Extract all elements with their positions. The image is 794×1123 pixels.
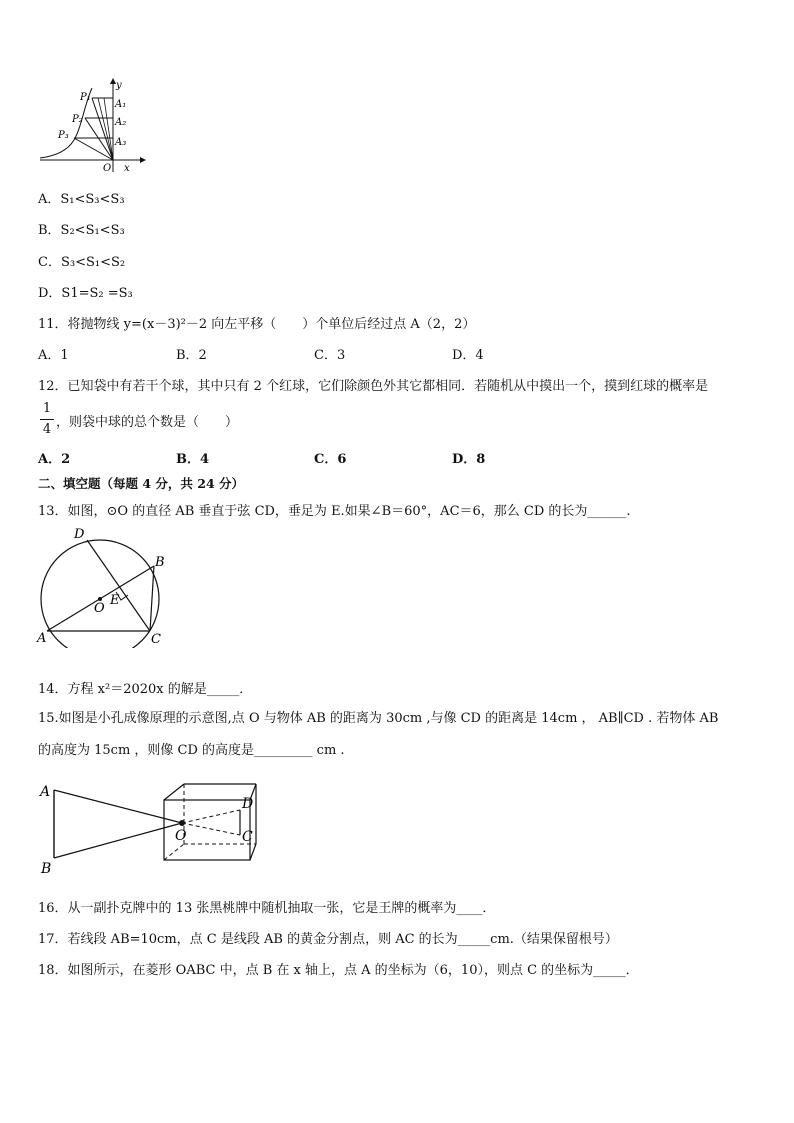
q11-text: 11．将抛物线 y=(x－3)²－2 向左平移（ ）个单位后经过点 A（2，2） [38, 317, 476, 332]
q12-text2: ，则袋中球的总个数是（ ） [56, 415, 239, 430]
q11-option-c: C．3 [314, 348, 346, 363]
q15-line1: 15.如图是小孔成像原理的示意图,点 O 与物体 AB 的距离为 30cm ,与像 CD 的距离是 14cm ， AB∥CD . 若物体 AB [38, 711, 719, 726]
q12-fraction [40, 401, 54, 438]
box-label-b: B [41, 861, 52, 876]
fig-label-a2: A₂ [115, 117, 127, 128]
q12-option-c: C．6 [314, 452, 347, 467]
q14-text: 14．方程 x²＝2020x 的解是_____． [38, 682, 253, 697]
q11-option-a: A．1 [38, 348, 69, 363]
q12-text: 12．已知袋中有若干个球，其中只有 2 个红球，它们除颜色外其它都相同．若随机从中摸出一个，摸到红球的概率是 [38, 379, 709, 394]
fig-label-a3: A₃ [115, 137, 127, 148]
section-title: 二、填空题（每题 4 分，共 24 分） [38, 476, 245, 491]
circle-label-o: O [94, 601, 105, 616]
q10-option-d: D．S1=S₂ =S₃ [38, 286, 133, 301]
q10-option-a: A．S₁<S₃<S₃ [38, 192, 125, 207]
fig-label-p1: P₁ [80, 92, 91, 103]
fig-label-a1: A₁ [115, 99, 127, 110]
q12-option-a: A．2 [38, 452, 71, 467]
q12-option-b: B．4 [176, 452, 210, 467]
circle-label-a: A [37, 631, 47, 646]
box-label-o: O [175, 828, 187, 844]
circle-label-c: C [151, 632, 161, 647]
q16-text: 16．从一副扑克牌中的 13 张黑桃牌中随机抽取一张，它是王牌的概率为____． [38, 901, 496, 916]
q13-text: 13．如图，⊙O 的直径 AB 垂直于弦 CD，垂足为 E.如果∠B＝60°，AC＝6，那么 CD 的长为______. [38, 504, 631, 519]
q10-option-c: C．S₃<S₁<S₂ [38, 255, 126, 270]
circle-label-e: E [110, 593, 120, 608]
q12-option-d: D．8 [452, 452, 486, 467]
pinhole-figure [38, 778, 268, 876]
circle-figure [34, 524, 170, 648]
q12-frac-num: 1 [42, 401, 52, 416]
q11-option-b: B．2 [176, 348, 207, 363]
q15-line2: 的高度为 15cm ，则像 CD 的高度是_________ cm . [38, 743, 345, 758]
q17-text: 17．若线段 AB=10cm，点 C 是线段 AB 的黄金分割点，则 AC 的长为_____cm.（结果保留根号） [38, 932, 618, 947]
q12-frac-den: 4 [42, 422, 52, 437]
q18-text: 18．如图所示，在菱形 OABC 中，点 B 在 x 轴上，点 A 的坐标为（6，10），则点 C 的坐标为_____． [38, 963, 639, 978]
q11-option-d: D．4 [452, 348, 484, 363]
fig-label-p3: P₃ [58, 130, 69, 141]
fig-label-x: x [124, 163, 130, 174]
hyperbola-figure [36, 76, 146, 174]
fig-label-p2: P₂ [72, 114, 83, 125]
box-label-d: D [242, 796, 254, 812]
circle-label-b: B [155, 555, 165, 570]
box-label-c: C [242, 829, 253, 845]
fig-label-o: O [103, 163, 112, 174]
fig-label-y: y [116, 80, 122, 91]
circle-label-d: D [74, 527, 85, 542]
q10-option-b: B．S₂<S₁<S₃ [38, 223, 125, 238]
box-label-a: A [40, 784, 51, 800]
